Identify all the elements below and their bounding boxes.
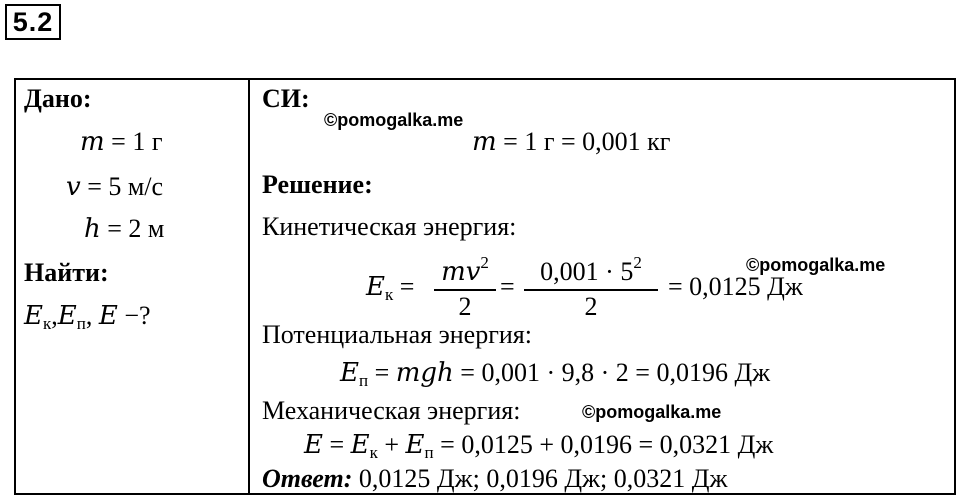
ek-result: = 0,0125 Дж <box>668 272 803 301</box>
ek-frac1-bar <box>434 289 496 291</box>
watermark-1: ©pomogalka.me <box>324 110 464 130</box>
ek-equals-2: = <box>500 272 515 301</box>
ek-lhs <box>366 272 414 310</box>
e-start: 𝐸 = 𝐸 <box>304 430 370 459</box>
ek-frac1-numerator: 𝑚𝑣 <box>441 257 481 286</box>
given-mass: 𝑚 = 1 г <box>80 127 163 156</box>
ek-frac2-numerator: 0,001 · 5 <box>540 257 634 286</box>
find-ek-symbol: 𝐸 <box>24 301 43 330</box>
watermark-3: ©pomogalka.me <box>582 402 722 422</box>
ep-rest: = 𝑚𝑔ℎ = 0,001 · 9,8 · 2 = 0,0196 Дж <box>368 358 771 387</box>
find-comma: , <box>51 301 58 330</box>
ek-equals: = <box>399 272 415 301</box>
ep-symbol: 𝐸 <box>340 358 359 387</box>
e-rest: = 0,0125 + 0,0196 = 0,0321 Дж <box>433 430 774 459</box>
ek-symbol: 𝐸 <box>366 272 385 301</box>
problem-number: 5.2 <box>5 4 61 40</box>
ek-fraction-1 <box>434 248 496 322</box>
given-height: ℎ = 2 м <box>84 214 165 243</box>
e-formula <box>304 430 773 468</box>
si-mass-conversion: 𝑚 = 1 г = 0,001 кг <box>472 127 671 156</box>
ek-frac2-superscript: 2 <box>633 253 642 272</box>
find-ek-subscript: к <box>42 314 52 333</box>
find-ep-subscript: п <box>76 314 86 333</box>
ek-frac2-denominator: 2 <box>584 292 598 321</box>
e-subscript-p: п <box>424 443 434 462</box>
column-divider <box>248 80 250 493</box>
ek-subscript: к <box>384 285 394 304</box>
ep-subscript: п <box>358 371 369 390</box>
find-quantities <box>24 301 151 339</box>
solution-header: Решение: <box>262 170 373 199</box>
mechanical-label: Механическая энергия: <box>262 396 521 425</box>
si-header: СИ: <box>262 84 310 113</box>
e-plus: + 𝐸 <box>377 430 425 459</box>
answer-label: Ответ: <box>262 464 353 493</box>
solution-table <box>14 78 956 495</box>
ep-formula <box>340 358 770 396</box>
given-header: Дано: <box>24 84 92 113</box>
ek-frac2-bar <box>524 289 658 291</box>
find-tail: , 𝐸 −? <box>85 301 151 330</box>
ek-frac1-denominator: 2 <box>458 292 472 321</box>
e-subscript-k: к <box>369 443 378 462</box>
kinetic-label: Кинетическая энергия: <box>262 212 517 241</box>
watermark-2: ©pomogalka.me <box>746 255 886 275</box>
find-ep-symbol: 𝐸 <box>57 301 77 330</box>
potential-label: Потенциальная энергия: <box>262 320 532 349</box>
answer-text: 0,0125 Дж; 0,0196 Дж; 0,0321 Дж <box>352 464 728 493</box>
ek-frac1-superscript: 2 <box>480 253 489 272</box>
find-header: Найти: <box>24 258 109 287</box>
answer-line <box>262 464 727 494</box>
ek-fraction-2 <box>524 248 658 322</box>
given-velocity: 𝑣 = 5 м/с <box>66 172 164 201</box>
